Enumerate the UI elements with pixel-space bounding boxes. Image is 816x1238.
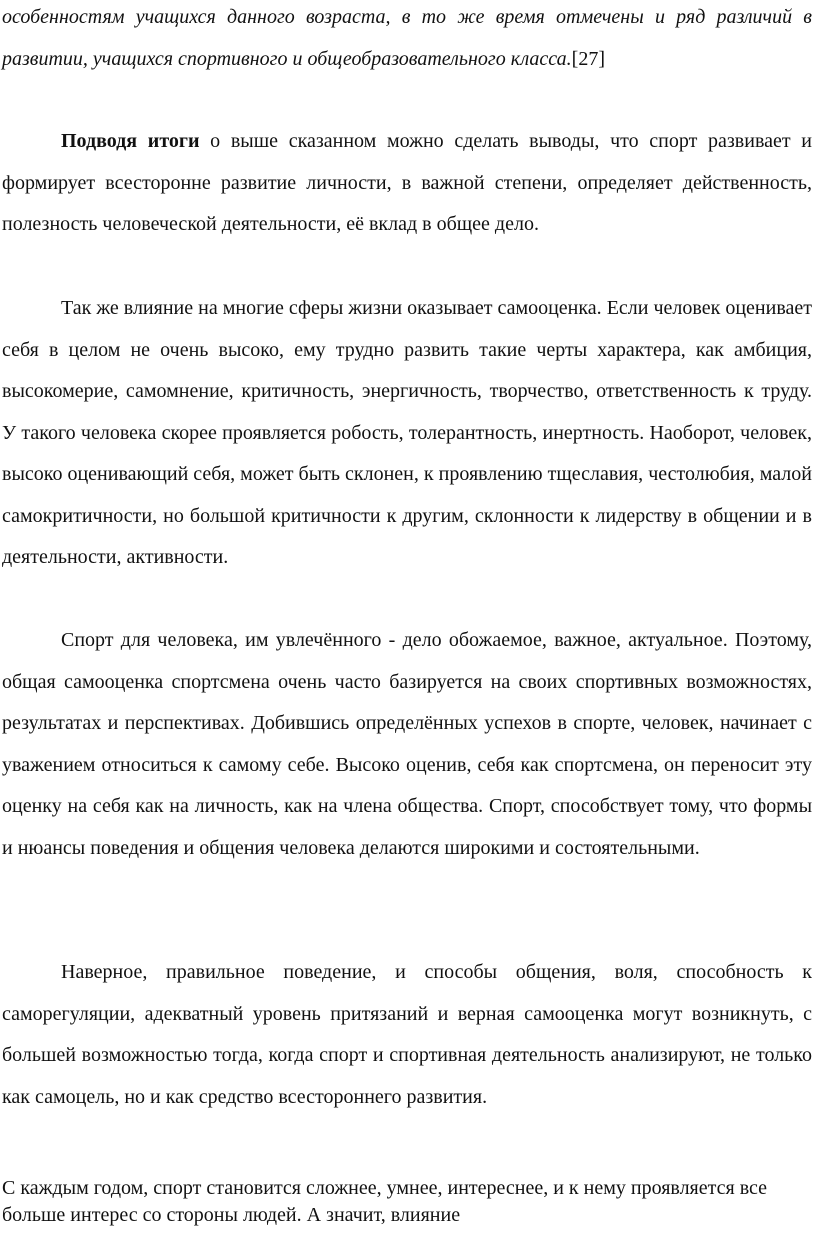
summary-text: о выше сказанном можно сделать выводы, что спорт развивает и формирует всесторонне развитие личности, в важной степени, определяет действенность, полезность человеческой деятельности, её вклад в общее дело.	[2, 130, 813, 235]
paragraph-behavior: Наверное, правильное поведение, и способы общения, воля, способность к саморегуляции, адекватный уровень притязаний и верная самооценка могут возникнуть, с большей возможностью тогда, когда спорт и спортивная деятельность анализируют, не только как самоцель, но и как средство всестороннего развития.	[2, 961, 812, 1108]
paragraph-closing: С каждым годом, спорт становится сложнее, умнее, интереснее, и к нему проявляется все больше интерес со стороны людей. А значит, влияние	[2, 1177, 768, 1226]
paragraph-sport-for-person: Спорт для человека, им увлечённого - дело обожаемое, важное, актуальное. Поэтому, общая самооценка спортсмена очень часто базируется на своих спортивных возможностях, результатах и перспективах. Добившись определённых успехов в спорте, человек, начинает с уважением относиться к самому себе. Высоко оценив, себя как спортсмена, он переносит эту оценку на себя как на личность, как на члена общества. Спорт, способствует тому, что формы и нюансы поведения и общения человека делаются широкими и состоятельными.	[2, 629, 812, 859]
summary-lead-bold: Подводя итоги	[61, 130, 200, 152]
paragraph-summary	[2, 121, 812, 246]
paragraph-self-esteem: Так же влияние на многие сферы жизни оказывает самооценка. Если человек оценивает себя в целом не очень высоко, ему трудно развить такие черты характера, как амбиция, высокомерие, самомнение, критичность, энергичность, творчество, ответственность к труду. У такого человека скорее проявляется робость, толерантность, инертность. Наоборот, человек, высоко оценивающий себя, может быть склонен, к проявлению тщеславия, честолюбия, малой самокритичности, но большой критичности к другим, склонности к лидерству в общении и в деятельности, активности.	[2, 297, 812, 568]
reference-marker: [27]	[571, 47, 605, 70]
paragraph-continuation	[2, 0, 812, 80]
italic-quote-text: особенностям учащихся данного возраста, в то же время отмечены и ряд различий в развитии, учащихся спортивного и общеобразовательного класса.	[2, 6, 812, 70]
